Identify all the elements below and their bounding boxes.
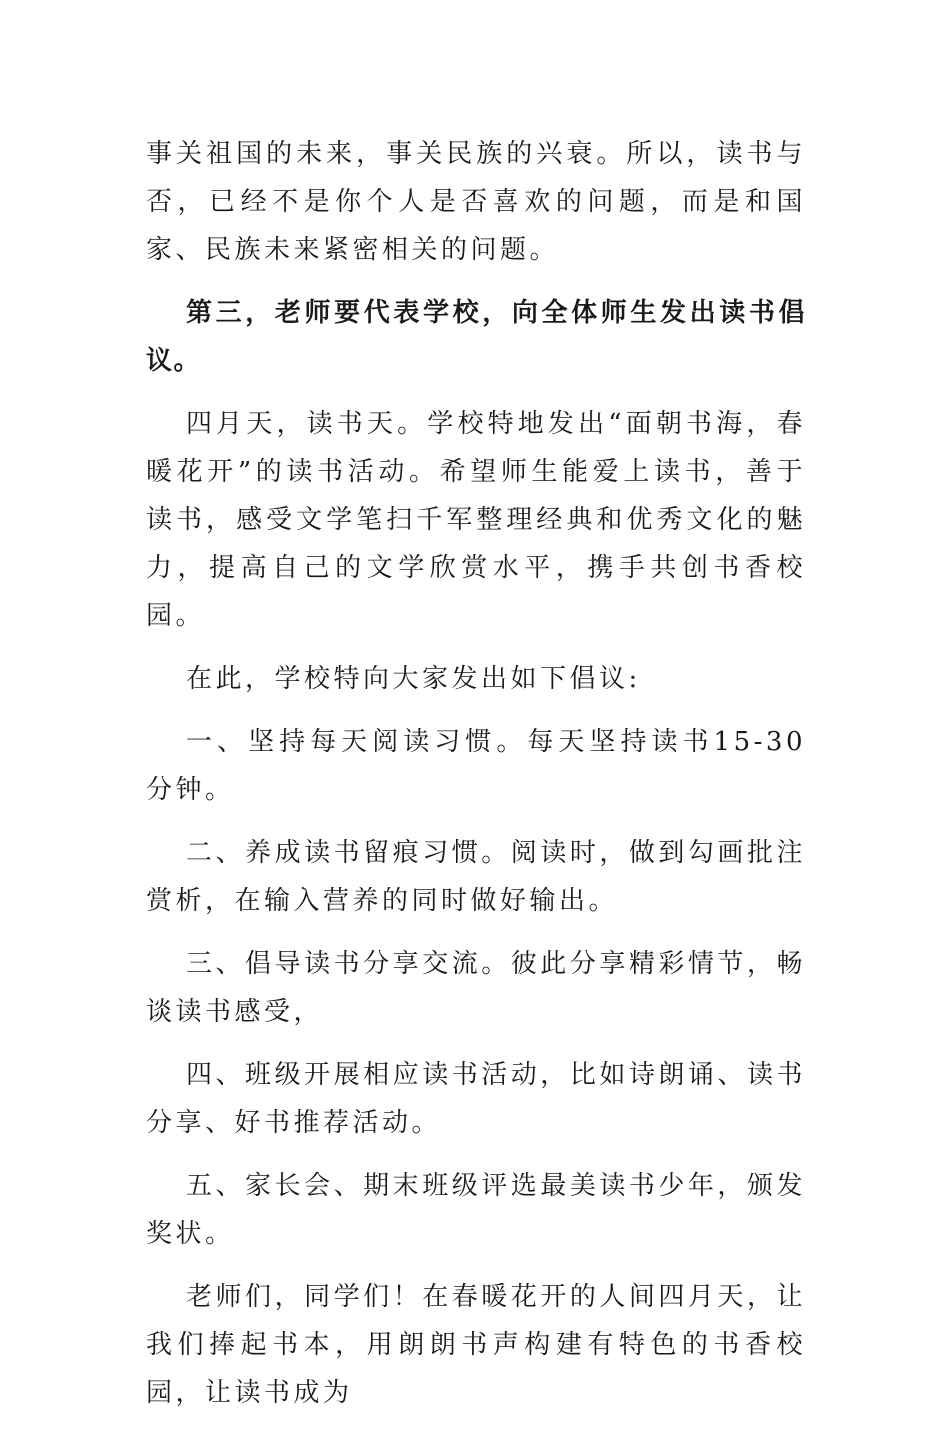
paragraph-3: 四月天，读书天。学校特地发出“面朝书海，春暖花开”的读书活动。希望师生能爱上读书，善于读书，感受文学笔扫千军整理经典和优秀文化的魅力，提高自己的文学欣赏水平，携手共创书香校园。 — [146, 409, 806, 631]
document-body — [146, 130, 806, 1432]
proposal-item-5: 五、家长会、期末班级评选最美读书少年，颁发奖状。 — [146, 1171, 806, 1249]
paragraph-4: 在此，学校特向大家发出如下倡议: — [186, 664, 641, 694]
closing-paragraph: 老师们，同学们！在春暖花开的人间四月天，让我们捧起书本，用朗朗书声构建有特色的书香校园，让读书成为 — [146, 1282, 806, 1408]
paragraph-1: 事关祖国的未来，事关民族的兴衰。所以，读书与否，已经不是你个人是否喜欢的问题，而是和国家、民族未来紧密相关的问题。 — [146, 139, 806, 265]
section-heading: 第三，老师要代表学校，向全体师生发出读书倡议。 — [146, 298, 806, 376]
proposal-item-1: 一、坚持每天阅读习惯。每天坚持读书15-30分钟。 — [146, 727, 806, 805]
proposal-item-4: 四、班级开展相应读书活动，比如诗朗诵、读书分享、好书推荐活动。 — [146, 1060, 806, 1138]
proposal-item-2: 二、养成读书留痕习惯。阅读时，做到勾画批注赏析，在输入营养的同时做好输出。 — [146, 838, 806, 916]
proposal-item-3: 三、倡导读书分享交流。彼此分享精彩情节，畅谈读书感受， — [146, 949, 806, 1027]
